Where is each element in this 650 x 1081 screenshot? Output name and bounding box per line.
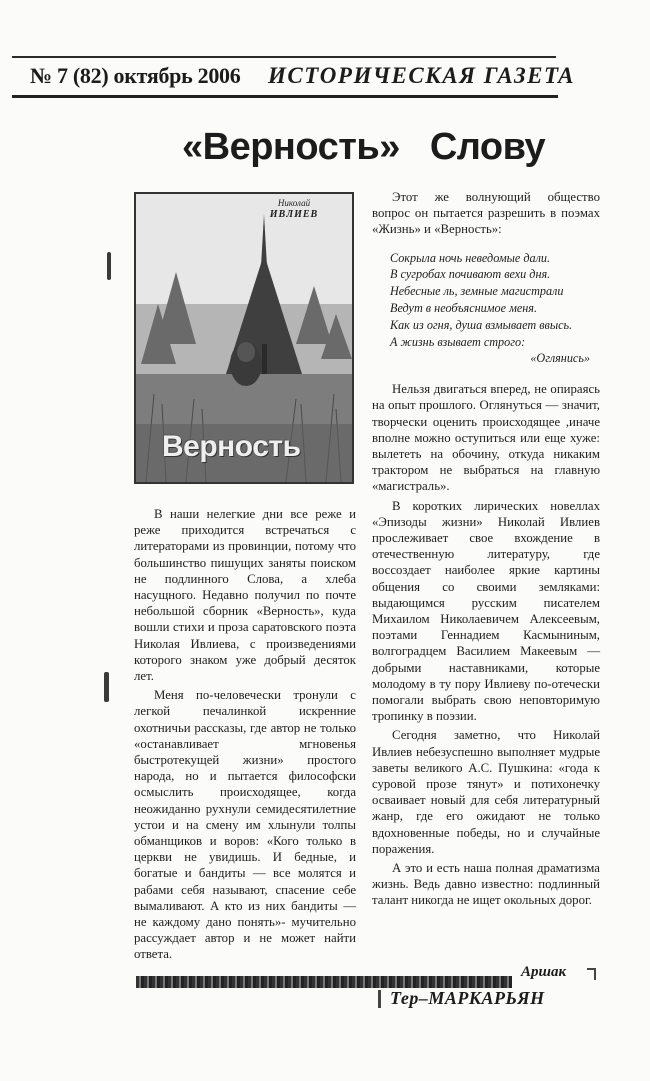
article-headline bbox=[182, 126, 545, 169]
issue-info: № 7 (82) октябрь 2006 bbox=[30, 63, 241, 88]
bottom-rule bbox=[136, 976, 512, 988]
left-text-column bbox=[134, 506, 356, 963]
paragraph: Сегодня заметно, что Николай Ивлиев небезуспешно выполняет мудрые заветы великого А.С. Пушкина: «года к суровой прозе тянут» и потихонечку осваивает новый для себя литературный жанр, где его ожидают не только вдохновенные победы, но и случайные поражения. bbox=[372, 728, 600, 856]
paragraph: Нельзя двигаться вперед, не опираясь на опыт прошлого. Оглянуться — значит, творчески оценить происходящее ,иначе вполне можно оступиться или еще хуже: вылететь на обочину, откуда никаким трактором не выбраться на главную «магистраль». bbox=[372, 382, 600, 494]
headline-part-1: «Верность» bbox=[182, 126, 400, 168]
masthead-rule-bottom bbox=[12, 95, 558, 98]
paragraph: В коротких лирических новеллах «Эпизоды жизни» Николай Ивлиев прослеживает свое вхождение в отечественную литературу, где воссоздает наиболее яркие картины общения со своими земляками: выдающимся русским писателем Михаилом Николаевичем Алексеевым, поэтами Геннадием Касмыниным, волгоградцем Василием Макеевым — добрыми наставниками, которые молодому в ту пору Ивлиеву по-отечески помогали выбрать свою неповторимую тропинку в поэзии. bbox=[372, 498, 600, 724]
cover-title: Верность bbox=[162, 430, 301, 463]
author-first-name: Аршак bbox=[521, 964, 567, 980]
scan-mark bbox=[378, 990, 381, 1008]
poem-line: Ведут в необъяснимое меня. bbox=[390, 301, 538, 315]
scan-speck bbox=[104, 672, 109, 702]
author-last-name: Тер–МАРКАРЬЯН bbox=[390, 988, 545, 1008]
newspaper-name: ИСТОРИЧЕСКАЯ ГАЗЕТА bbox=[268, 63, 575, 88]
headline-part-2: Слову bbox=[429, 126, 546, 168]
scan-speck bbox=[107, 252, 111, 280]
poem-line: В сугробах почивают вехи дня. bbox=[390, 267, 551, 282]
poem-line: Небесные ль, земные магистрали bbox=[390, 284, 564, 299]
paragraph: А это и есть наша полная драматизма жизнь. Ведь давно известно: подлинный талант никогда не ищет окольных дорог. bbox=[372, 861, 600, 908]
poem-quote bbox=[390, 250, 600, 368]
poem-line: Сокрыла ночь неведомые дали. bbox=[390, 250, 551, 265]
poem-line: «Оглянись» bbox=[530, 351, 590, 366]
paragraph-intro: Этот же волнующий общество вопрос он пытается разрешить в поэмах «Жизнь» и «Верность»: bbox=[372, 190, 600, 237]
paragraph: Меня по-человечески тронули с легкой печалинкой искренние охотничьи рассказы, где автор не только «останавливает мгновенья быстротекущей жизни» простого народа, но и пытается философски осмыслить происходящее, когда неожиданно рухнули семидесятилетние устои и на смену им хлынули толпы обманщиков и воров: «Кого только в церкви не увидишь. И бедные, и богатые и бандиты — все молятся и рабами себя называют, спасение себе вымаливают. А кто из них бандиты — не каждому дано понять»- мучительно рассуждает автор и не может найти ответа. bbox=[134, 688, 356, 962]
scan-mark bbox=[594, 968, 596, 980]
paragraph: В наши нелегкие дни все реже и реже приходится встречаться с литераторами из провинции, потому что большинство пишущих заняты поиском не подлинного Слова, а хлеба насущного. Недавно получил по почте небольшой сборник «Верность», куда вошли стихи и проза саратовского поэта Николая Ивлиева, с произведениями которого знаком уже добрый десяток лет. bbox=[134, 507, 356, 684]
right-text-column bbox=[372, 189, 600, 909]
book-cover-photo bbox=[134, 192, 354, 484]
poem-line: Как из огня, душа взмывает ввысь. bbox=[390, 317, 573, 332]
poem-line: А жизнь взывает строго: bbox=[390, 334, 526, 349]
masthead-rule-top bbox=[12, 56, 556, 58]
cover-author bbox=[264, 198, 324, 220]
cover-author-first-name: Николай bbox=[277, 198, 311, 208]
cover-author-last-name: ИВЛИЕВ bbox=[269, 209, 319, 220]
